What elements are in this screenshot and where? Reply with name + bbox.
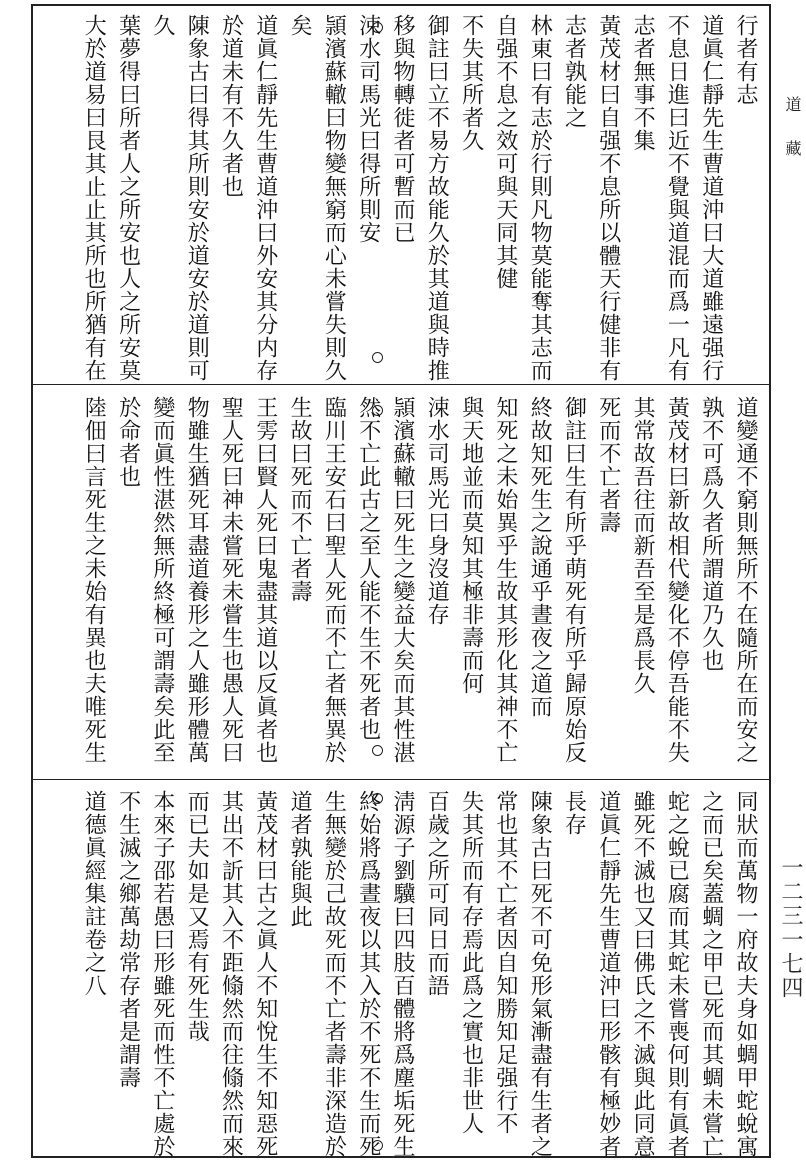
text-column: 黃茂材曰古之眞人不知悅生不知惡死 (252, 790, 278, 1158)
text-column: 林東曰有志於行則凡物莫能奪其志而 (527, 14, 553, 382)
text-column: 終故知死生之說通乎晝夜之道而 (527, 396, 553, 718)
text-column: 死而不亡者壽 (595, 396, 621, 534)
text-column: 生故曰死而不亡者壽 (287, 396, 313, 603)
text-column: 道眞仁靜先生曹道沖曰大道雖遠强行 (698, 14, 724, 382)
text-column: 於道未有不久者也 (218, 14, 244, 198)
text-column: 道德眞經集註卷之八 (81, 790, 107, 997)
text-column: 移與物轉徙者可暫而已 (390, 14, 415, 244)
panel-divider-1 (33, 384, 769, 385)
text-column: 聖人死曰神未嘗死未嘗生也愚人死曰 (218, 396, 244, 764)
text-column: 黃茂材曰自强不息所以體天行健非有 (595, 14, 621, 382)
text-column: 其常故吾往而新吾至是爲長久 (630, 396, 656, 695)
text-column: 同狀而萬物一府故夫身如蜩甲蛇蛻寓 (733, 790, 758, 1158)
text-column: 然不亡此古之至人能不生不死者也 (355, 396, 381, 741)
text-column: 而已夫如是又焉有死生哉 (184, 790, 210, 1043)
text-column: 知死之未始異乎生故其形化其神不亡 (492, 396, 518, 764)
text-column: 不生滅之鄉萬劫常存者是謂壽 (115, 790, 141, 1089)
text-column: 於命者也 (115, 396, 141, 488)
text-column: 淸源子劉驥曰四肢百體將爲塵垢死生 (390, 790, 415, 1158)
text-column: 其出不訢其入不距翛然而往翛然而來 (218, 790, 244, 1158)
text-column: 志者孰能之 (561, 14, 587, 129)
text-column: 百歲之所可同日而語 (424, 790, 450, 997)
text-column: 道眞仁靜先生曹道沖曰形骸有極妙者 (595, 790, 621, 1158)
text-column: 終始將爲晝夜以其入於不死不生而死 (355, 790, 381, 1158)
text-column: 黃茂材曰新故相代變化不停吾能不失 (664, 396, 690, 764)
text-column: 失其所而有存焉此爲之實也非世人 (458, 790, 484, 1135)
text-column: 陳象古曰死不可免形氣漸盡有生者之 (527, 790, 553, 1158)
text-column: 蛇之蛻已腐而其蛇未嘗喪何則有眞者 (664, 790, 690, 1158)
text-column: 涑水司馬光曰得所則安 (355, 14, 381, 244)
text-column: 長存 (561, 790, 587, 836)
text-column: 陳象古曰得其所則安於道安於道則可 (184, 14, 210, 382)
text-column: 涑水司馬光曰身沒道存 (424, 396, 450, 626)
text-column: 本來子邵若愚曰形雖死而性不亡處於 (149, 790, 175, 1158)
text-column: 變而眞性湛然無所終極可謂壽矣此至 (149, 396, 175, 764)
text-column: 道變通不窮則無所不在隨所在而安之 (733, 396, 758, 764)
page-number: 一二三一七四 (778, 856, 803, 1000)
text-column: 雖死不滅也又曰佛氏之不滅與此同意 (630, 790, 656, 1158)
text-column: 行者有志 (733, 14, 758, 106)
text-column: 志者無事不集 (630, 14, 656, 152)
text-column: 與天地並而莫知其極非壽而何 (458, 396, 484, 695)
text-column: 頴濱蘇轍曰物變無窮而心未嘗失則久 (321, 14, 347, 382)
text-column: 御註曰立不易方故能久於其道與時推 (424, 14, 450, 382)
text-column: 葉夢得曰所者人之所安也人之所安莫 (115, 14, 141, 382)
text-column: 矣 (287, 14, 313, 37)
text-column: 頴濱蘇轍曰死生之變益大矣而其性湛 (390, 396, 415, 764)
text-column: 不息日進曰近不覺與道混而爲一凡有 (664, 14, 690, 382)
text-column: 孰不可爲久者所謂道乃久也 (698, 396, 724, 672)
text-column: 之而已矣蓋蜩之甲已死而其蜩未嘗亡 (698, 790, 724, 1158)
panel-divider-2 (33, 779, 769, 780)
text-column: 道者孰能與此 (287, 790, 313, 928)
text-column: 道眞仁靜先生曹道沖曰外安其分内存 (252, 14, 278, 382)
text-column: 生無變於己故死而不亡者壽非深造於 (321, 790, 347, 1158)
text-column: 久 (149, 14, 175, 37)
text-column: 自强不息之效可與天同其健 (492, 14, 518, 290)
text-column: 王雱曰賢人死曰鬼盡其道以反眞者也 (252, 396, 278, 764)
text-column: 陸佃曰言死生之未始有異也夫唯死生 (81, 396, 107, 764)
text-column: 臨川王安石曰聖人死而不亡者無異於 (321, 396, 347, 764)
text-column: 御註曰生有所乎萌死有所乎歸原始反 (561, 396, 587, 764)
text-column: 常也其不亡者因自知勝知足强行不 (492, 790, 518, 1135)
text-column: 物雖生猶死耳盡道養形之人雖形體萬 (184, 396, 210, 764)
text-column: 大於道易曰艮其止止其所也所猶有在 (81, 14, 107, 382)
margin-title: 道藏 (783, 96, 802, 184)
text-column: 不失其所者久 (458, 14, 484, 152)
